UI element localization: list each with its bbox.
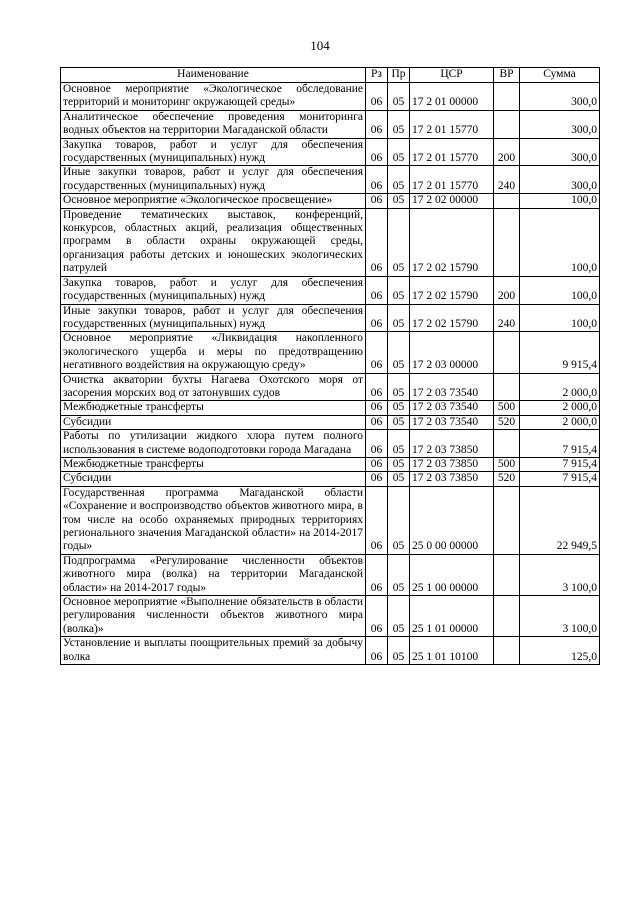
cell-rz: 06: [366, 415, 388, 429]
cell-vr: [494, 194, 520, 208]
cell-name: Работы по утилизации жидкого хлора путем полного использования в системе водоподготовки города Магадана: [61, 430, 366, 458]
cell-csr: 17 2 03 73850: [410, 457, 494, 471]
table-row: [61, 457, 600, 471]
cell-csr: 17 2 03 73540: [410, 373, 494, 401]
cell-sum: 7 915,4: [520, 430, 600, 458]
page-number: 104: [310, 38, 330, 53]
table-row: [61, 83, 600, 111]
cell-rz: 06: [366, 110, 388, 138]
cell-pr: 05: [388, 304, 410, 332]
cell-pr: 05: [388, 194, 410, 208]
cell-pr: 05: [388, 110, 410, 138]
header-vr: ВР: [494, 68, 520, 83]
cell-name: Очистка акватории бухты Нагаева Охотского моря от засорения морских вод от затонувших судов: [61, 373, 366, 401]
table-row: [61, 208, 600, 276]
cell-csr: 25 1 00 00000: [410, 554, 494, 595]
cell-csr: 17 2 02 15790: [410, 208, 494, 276]
cell-name: Основное мероприятие «Экологическое обследование территорий и мониторинг окружающей среды»: [61, 83, 366, 111]
cell-pr: 05: [388, 457, 410, 471]
cell-name: Государственная программа Магаданской области «Сохранение и воспроизводство объектов животного мира, в том числе на особо охраняемых природных территориях регионального значения Магаданской области» на 2014-2017 годы»: [61, 486, 366, 554]
cell-vr: 500: [494, 401, 520, 415]
cell-vr: [494, 208, 520, 276]
cell-sum: 300,0: [520, 138, 600, 166]
cell-csr: 17 2 01 15770: [410, 166, 494, 194]
cell-pr: 05: [388, 472, 410, 486]
cell-pr: 05: [388, 276, 410, 304]
cell-sum: 2 000,0: [520, 415, 600, 429]
header-name: Наименование: [61, 68, 366, 83]
cell-csr: 17 2 01 00000: [410, 83, 494, 111]
cell-name: Иные закупки товаров, работ и услуг для обеспечения государственных (муниципальных) нужд: [61, 304, 366, 332]
header-csr: ЦСР: [410, 68, 494, 83]
cell-rz: 06: [366, 457, 388, 471]
cell-vr: 200: [494, 138, 520, 166]
budget-table: [60, 67, 600, 665]
cell-rz: 06: [366, 83, 388, 111]
cell-name: Проведение тематических выставок, конференций, конкурсов, областных акций, реализация общественных программ в области охраны окружающей среды, организация работы детских и юношеских экологических патрулей: [61, 208, 366, 276]
cell-name: Закупка товаров, работ и услуг для обеспечения государственных (муниципальных) нужд: [61, 276, 366, 304]
table-row: [61, 194, 600, 208]
cell-name: Субсидии: [61, 415, 366, 429]
table-row: [61, 472, 600, 486]
cell-name: Основное мероприятие «Экологическое просвещение»: [61, 194, 366, 208]
cell-csr: 25 0 00 00000: [410, 486, 494, 554]
cell-vr: 520: [494, 415, 520, 429]
cell-csr: 17 2 03 73850: [410, 430, 494, 458]
cell-pr: 05: [388, 486, 410, 554]
cell-pr: 05: [388, 401, 410, 415]
cell-name: Аналитическое обеспечение проведения мониторинга водных объектов на территории Магаданской области: [61, 110, 366, 138]
cell-pr: 05: [388, 138, 410, 166]
cell-csr: 17 2 02 00000: [410, 194, 494, 208]
table-row: [61, 373, 600, 401]
cell-pr: 05: [388, 332, 410, 373]
cell-name: Межбюджетные трансферты: [61, 457, 366, 471]
cell-csr: 17 2 01 15770: [410, 138, 494, 166]
cell-sum: 125,0: [520, 637, 600, 665]
table-row: [61, 430, 600, 458]
table-row: [61, 138, 600, 166]
cell-name: Межбюджетные трансферты: [61, 401, 366, 415]
cell-name: Субсидии: [61, 472, 366, 486]
cell-pr: 05: [388, 430, 410, 458]
cell-pr: 05: [388, 637, 410, 665]
header-rz: Рз: [366, 68, 388, 83]
cell-csr: 17 2 03 00000: [410, 332, 494, 373]
cell-rz: 06: [366, 166, 388, 194]
cell-pr: 05: [388, 554, 410, 595]
cell-rz: 06: [366, 332, 388, 373]
cell-name: Закупка товаров, работ и услуг для обеспечения государственных (муниципальных) нужд: [61, 138, 366, 166]
cell-vr: [494, 596, 520, 637]
table-row: [61, 110, 600, 138]
cell-rz: 06: [366, 637, 388, 665]
cell-rz: 06: [366, 208, 388, 276]
cell-rz: 06: [366, 194, 388, 208]
table-row: [61, 596, 600, 637]
header-sum: Сумма: [520, 68, 600, 83]
table-row: [61, 637, 600, 665]
cell-vr: [494, 110, 520, 138]
cell-rz: 06: [366, 401, 388, 415]
table-header-row: [61, 68, 600, 83]
cell-vr: 240: [494, 166, 520, 194]
cell-sum: 300,0: [520, 166, 600, 194]
cell-pr: 05: [388, 373, 410, 401]
cell-sum: 2 000,0: [520, 401, 600, 415]
cell-vr: 520: [494, 472, 520, 486]
cell-name: Иные закупки товаров, работ и услуг для обеспечения государственных (муниципальных) нужд: [61, 166, 366, 194]
cell-rz: 06: [366, 276, 388, 304]
cell-sum: 100,0: [520, 304, 600, 332]
cell-sum: 100,0: [520, 194, 600, 208]
cell-csr: 17 2 03 73850: [410, 472, 494, 486]
table-row: [61, 276, 600, 304]
cell-sum: 7 915,4: [520, 457, 600, 471]
table-row: [61, 415, 600, 429]
cell-sum: 22 949,5: [520, 486, 600, 554]
cell-pr: 05: [388, 415, 410, 429]
cell-csr: 25 1 01 10100: [410, 637, 494, 665]
cell-vr: 500: [494, 457, 520, 471]
cell-rz: 06: [366, 430, 388, 458]
header-pr: Пр: [388, 68, 410, 83]
cell-rz: 06: [366, 554, 388, 595]
cell-name: Установление и выплаты поощрительных премий за добычу волка: [61, 637, 366, 665]
cell-vr: [494, 83, 520, 111]
cell-pr: 05: [388, 596, 410, 637]
cell-sum: 2 000,0: [520, 373, 600, 401]
cell-name: Основное мероприятие «Выполнение обязательств в области регулирования численности объектов животного мира (волка)»: [61, 596, 366, 637]
cell-pr: 05: [388, 208, 410, 276]
cell-vr: [494, 486, 520, 554]
table-row: [61, 304, 600, 332]
table-row: [61, 332, 600, 373]
cell-name: Основное мероприятие «Ликвидация накопленного экологического ущерба и меры по предотвращению негативного воздействия на окружающую среду»: [61, 332, 366, 373]
cell-rz: 06: [366, 486, 388, 554]
cell-csr: 17 2 03 73540: [410, 415, 494, 429]
table-row: [61, 166, 600, 194]
cell-sum: 3 100,0: [520, 596, 600, 637]
cell-csr: 17 2 02 15790: [410, 276, 494, 304]
cell-vr: [494, 430, 520, 458]
cell-name: Подпрограмма «Регулирование численности объектов животного мира (волка) на территории Магаданской области» на 2014-2017 годы»: [61, 554, 366, 595]
cell-vr: [494, 373, 520, 401]
table-row: [61, 401, 600, 415]
cell-vr: [494, 332, 520, 373]
cell-vr: 200: [494, 276, 520, 304]
cell-csr: 17 2 02 15790: [410, 304, 494, 332]
table-row: [61, 554, 600, 595]
table-row: [61, 486, 600, 554]
cell-sum: 3 100,0: [520, 554, 600, 595]
cell-rz: 06: [366, 304, 388, 332]
cell-sum: 300,0: [520, 83, 600, 111]
cell-rz: 06: [366, 596, 388, 637]
cell-sum: 100,0: [520, 276, 600, 304]
cell-pr: 05: [388, 83, 410, 111]
cell-sum: 9 915,4: [520, 332, 600, 373]
cell-sum: 100,0: [520, 208, 600, 276]
cell-pr: 05: [388, 166, 410, 194]
cell-vr: 240: [494, 304, 520, 332]
cell-sum: 300,0: [520, 110, 600, 138]
cell-vr: [494, 637, 520, 665]
cell-csr: 17 2 03 73540: [410, 401, 494, 415]
cell-vr: [494, 554, 520, 595]
cell-sum: 7 915,4: [520, 472, 600, 486]
cell-rz: 06: [366, 472, 388, 486]
cell-csr: 17 2 01 15770: [410, 110, 494, 138]
cell-csr: 25 1 01 00000: [410, 596, 494, 637]
cell-rz: 06: [366, 373, 388, 401]
cell-rz: 06: [366, 138, 388, 166]
